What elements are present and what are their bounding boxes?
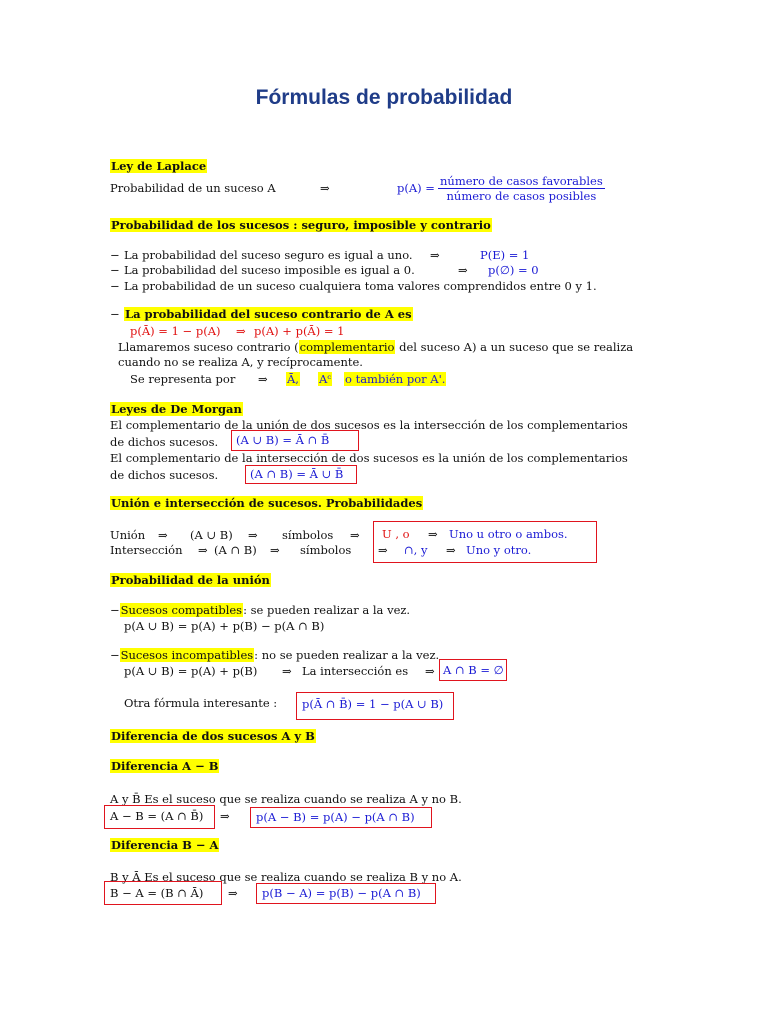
arrow-icon: ⇒ — [282, 664, 292, 678]
inter-expr: (A ∩ B) — [214, 543, 257, 557]
arrow-icon: ⇒ — [350, 528, 360, 542]
arrow-icon: ⇒ — [258, 372, 268, 386]
representa-b: Aᶜ — [319, 372, 332, 386]
sucesos-line-1: − La probabilidad del suceso seguro es igual a uno. — [110, 248, 413, 262]
arrow-icon: ⇒ — [248, 528, 258, 542]
otra-formula: p(Ā ∩ B̄) = 1 − p(A ∪ B) — [302, 697, 444, 711]
prob-union-heading: Probabilidad de la unión — [111, 573, 270, 587]
arrow-icon: ⇒ — [458, 263, 468, 277]
diferencia-ba-heading: Diferencia B − A — [111, 838, 219, 852]
contrario-heading: − La probabilidad del suceso contrario de A es — [110, 307, 412, 321]
llamaremos-text-2: cuando no se realiza A, y recíprocamente. — [118, 355, 363, 369]
inter-simbolos: símbolos — [300, 543, 352, 557]
ba-formula-1: B − A = (B ∩ Ā) — [110, 886, 204, 900]
ab-formula-1: A − B = (A ∩ B̄) — [110, 809, 204, 823]
representa-a: Ā, — [287, 372, 299, 386]
morgan-line-4: de dichos sucesos. — [110, 468, 219, 482]
morgan-heading: Leyes de De Morgan — [111, 402, 242, 416]
laplace-fraction — [438, 174, 605, 203]
page-title: Fórmulas de probabilidad — [255, 86, 513, 109]
ab-formula-2: p(A − B) = p(A) − p(A ∩ B) — [256, 810, 415, 824]
laplace-heading: Ley de Laplace — [111, 159, 207, 173]
arrow-icon: ⇒ — [430, 248, 440, 262]
arrow-icon: ⇒ — [236, 324, 246, 338]
representa-c: o también por A'. — [345, 372, 446, 386]
morgan-line-2: de dichos sucesos. — [110, 435, 219, 449]
compat-line: −Sucesos compatibles: se pueden realizar a la vez. — [110, 603, 411, 617]
union-label: Unión — [110, 528, 146, 542]
diferencia-ab-intro: A y B̄ Es el suceso que se realiza cuando se realiza A y no B. — [110, 792, 462, 806]
sucesos-line-3: − La probabilidad de un suceso cualquiera toma valores comprendidos entre 0 y 1. — [110, 279, 597, 293]
arrow-icon: ⇒ — [425, 664, 435, 678]
interseccion-formula: A ∩ B = ∅ — [443, 663, 504, 677]
union-meaning: Uno u otro o ambos. — [449, 527, 568, 541]
union-heading: Unión e intersección de sucesos. Probabilidades — [111, 496, 423, 510]
union-expr: (A ∪ B) — [190, 528, 233, 542]
diferencia-heading: Diferencia de dos sucesos A y B — [111, 729, 315, 743]
llamaremos-text: Llamaremos suceso contrario (complementario del suceso A) a un suceso que se realiza — [118, 340, 634, 354]
union-simbolos: símbolos — [282, 528, 334, 542]
representa-text: Se representa por — [130, 372, 236, 386]
arrow-icon: ⇒ — [228, 886, 238, 900]
formula-imposible: p(∅) = 0 — [488, 263, 539, 277]
union-symbols: U , o — [382, 527, 410, 541]
morgan-formula-2: (A ∩ B) = Ā ∪ B̄ — [250, 467, 344, 481]
arrow-icon: ⇒ — [320, 181, 330, 195]
otra-label: Otra fórmula interesante : — [124, 696, 278, 710]
morgan-line-1: El complementario de la unión de dos sucesos es la intersección de los complementarios — [110, 418, 628, 432]
arrow-icon: ⇒ — [198, 543, 208, 557]
laplace-text: Probabilidad de un suceso A — [110, 181, 276, 195]
inter-symbols: ∩, y — [404, 543, 428, 557]
interseccion-text: La intersección es — [302, 664, 409, 678]
incompat-formula: p(A ∪ B) = p(A) + p(B) — [124, 664, 258, 678]
arrow-icon: ⇒ — [220, 809, 230, 823]
arrow-icon: ⇒ — [378, 543, 388, 557]
laplace-lhs: p(A) = — [397, 181, 435, 195]
incompat-line: −Sucesos incompatibles: no se pueden realizar a la vez. — [110, 648, 440, 662]
arrow-icon: ⇒ — [428, 527, 438, 541]
arrow-icon: ⇒ — [270, 543, 280, 557]
morgan-line-3: El complementario de la intersección de dos sucesos es la unión de los complementarios — [110, 451, 628, 465]
arrow-icon: ⇒ — [158, 528, 168, 542]
morgan-formula-1: (A ∪ B) = Ā ∩ B̄ — [236, 433, 330, 447]
diferencia-ab-heading: Diferencia A − B — [111, 759, 219, 773]
laplace-numerator: número de casos favorables — [440, 174, 603, 188]
sucesos-line-2: − La probabilidad del suceso imposible es igual a 0. — [110, 263, 415, 277]
laplace-denominator: número de casos posibles — [446, 189, 597, 203]
inter-meaning: Uno y otro. — [466, 543, 532, 557]
arrow-icon: ⇒ — [446, 543, 456, 557]
sucesos-heading: Probabilidad de los sucesos : seguro, imposible y contrario — [111, 218, 491, 232]
ba-formula-2: p(B − A) = p(B) − p(A ∩ B) — [262, 886, 421, 900]
formula-seguro: P(E) = 1 — [480, 248, 530, 262]
compat-formula: p(A ∪ B) = p(A) + p(B) − p(A ∩ B) — [124, 619, 325, 633]
contrario-formula-b: p(A) + p(Ā) = 1 — [254, 324, 345, 338]
diferencia-ba-intro: B y Ā Es el suceso que se realiza cuando se realiza B y no A. — [110, 870, 462, 884]
inter-label: Intersección — [110, 543, 183, 557]
contrario-formula-a: p(Ā) = 1 − p(A) — [130, 324, 221, 338]
